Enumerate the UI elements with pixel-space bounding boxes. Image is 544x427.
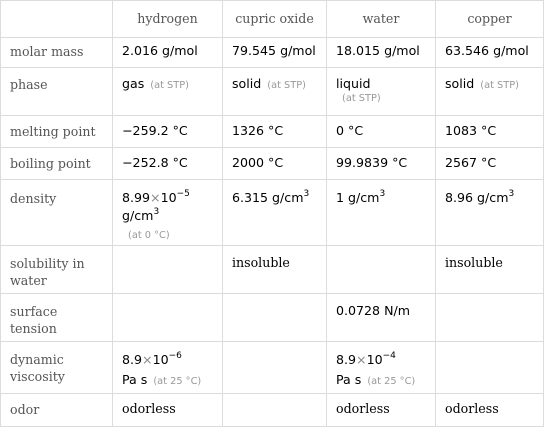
row-boiling-point: [1, 148, 544, 180]
cell-copper-density: [436, 180, 544, 246]
note-temperature: (at 0 °C): [128, 230, 170, 241]
base: 10: [160, 190, 177, 205]
cell-hydrogen-boiling-point: −252.8 °C: [113, 148, 223, 180]
label-odor: odor: [1, 394, 113, 427]
cell-hydrogen-molar-mass: 2.016 g/mol: [113, 38, 223, 68]
times-symbol: ×: [356, 352, 367, 367]
value: gas: [122, 76, 145, 91]
unit: g/cm: [122, 208, 154, 223]
label-dynamic-viscosity: [1, 342, 113, 394]
value: solid: [445, 76, 475, 91]
cell-water-melting-point: 0 °C: [327, 116, 436, 148]
label-line-1: surface: [10, 304, 58, 319]
exponent: −6: [168, 351, 182, 361]
row-odor: [1, 394, 544, 427]
cell-copper-molar-mass: 63.546 g/mol: [436, 38, 544, 68]
base: 10: [366, 352, 383, 367]
note-temperature: (at 25 °C): [153, 376, 202, 387]
row-dynamic-viscosity: [1, 342, 544, 394]
label-line-1: solubility in: [10, 256, 85, 271]
row-solubility: [1, 246, 544, 294]
mantissa: 8.9: [122, 352, 143, 367]
base: 10: [152, 352, 169, 367]
times-symbol: ×: [142, 352, 153, 367]
label-density: density: [1, 180, 113, 246]
cell-cupric-oxide-odor: [223, 394, 327, 427]
cell-copper-surface-tension: [436, 294, 544, 342]
header-hydrogen: hydrogen: [113, 1, 223, 38]
cell-hydrogen-viscosity: [113, 342, 223, 394]
row-molar-mass: [1, 38, 544, 68]
cell-water-phase: [327, 68, 436, 116]
cell-hydrogen-surface-tension: [113, 294, 223, 342]
mantissa: 8.99: [122, 190, 151, 205]
label-line-1: dynamic: [10, 352, 64, 367]
header-empty: [1, 1, 113, 38]
row-surface-tension: [1, 294, 544, 342]
cell-hydrogen-odor: odorless: [113, 394, 223, 427]
unit-exponent: 3: [379, 189, 386, 199]
unit-exponent: 3: [153, 207, 160, 217]
note-stp: (at STP): [150, 80, 189, 91]
cell-water-viscosity: [327, 342, 436, 394]
label-solubility: [1, 246, 113, 294]
value: 8.96 g/cm: [445, 190, 509, 205]
row-melting-point: [1, 116, 544, 148]
value: solid: [232, 76, 262, 91]
cell-cupric-oxide-boiling-point: 2000 °C: [223, 148, 327, 180]
cell-cupric-oxide-viscosity: [223, 342, 327, 394]
header-row: [1, 1, 544, 38]
note-stp: (at STP): [342, 93, 381, 104]
unit: Pa s: [122, 372, 148, 387]
row-phase: [1, 68, 544, 116]
cell-cupric-oxide-phase: [223, 68, 327, 116]
cell-cupric-oxide-melting-point: 1326 °C: [223, 116, 327, 148]
note-stp: (at STP): [267, 80, 306, 91]
cell-cupric-oxide-surface-tension: [223, 294, 327, 342]
mantissa: 8.9: [336, 352, 357, 367]
unit-exponent: 3: [303, 189, 310, 199]
header-copper: copper: [436, 1, 544, 38]
cell-copper-solubility: insoluble: [436, 246, 544, 294]
label-line-2: tension: [10, 321, 57, 336]
row-density: [1, 180, 544, 246]
label-line-2: viscosity: [10, 369, 65, 384]
cell-water-solubility: [327, 246, 436, 294]
cell-copper-odor: odorless: [436, 394, 544, 427]
cell-cupric-oxide-molar-mass: 79.545 g/mol: [223, 38, 327, 68]
cell-hydrogen-phase: [113, 68, 223, 116]
value: 1 g/cm: [336, 190, 380, 205]
times-symbol: ×: [150, 190, 161, 205]
exponent: −5: [176, 189, 190, 199]
cell-water-density: [327, 180, 436, 246]
header-cupric-oxide: cupric oxide: [223, 1, 327, 38]
cell-copper-phase: [436, 68, 544, 116]
label-line-2: water: [10, 273, 47, 288]
header-water: water: [327, 1, 436, 38]
cell-cupric-oxide-solubility: insoluble: [223, 246, 327, 294]
unit-exponent: 3: [508, 189, 515, 199]
label-phase: phase: [1, 68, 113, 116]
cell-copper-boiling-point: 2567 °C: [436, 148, 544, 180]
cell-hydrogen-melting-point: −259.2 °C: [113, 116, 223, 148]
note-stp: (at STP): [480, 80, 519, 91]
label-boiling-point: boiling point: [1, 148, 113, 180]
cell-copper-melting-point: 1083 °C: [436, 116, 544, 148]
exponent: −4: [382, 351, 396, 361]
note-temperature: (at 25 °C): [367, 376, 416, 387]
label-melting-point: melting point: [1, 116, 113, 148]
unit: Pa s: [336, 372, 362, 387]
cell-water-odor: odorless: [327, 394, 436, 427]
label-molar-mass: molar mass: [1, 38, 113, 68]
cell-water-molar-mass: 18.015 g/mol: [327, 38, 436, 68]
cell-hydrogen-solubility: [113, 246, 223, 294]
cell-water-surface-tension: 0.0728 N/m: [327, 294, 436, 342]
value: 6.315 g/cm: [232, 190, 304, 205]
value: liquid: [336, 76, 371, 91]
cell-copper-viscosity: [436, 342, 544, 394]
cell-hydrogen-density: [113, 180, 223, 246]
cell-cupric-oxide-density: [223, 180, 327, 246]
cell-water-boiling-point: 99.9839 °C: [327, 148, 436, 180]
label-surface-tension: [1, 294, 113, 342]
